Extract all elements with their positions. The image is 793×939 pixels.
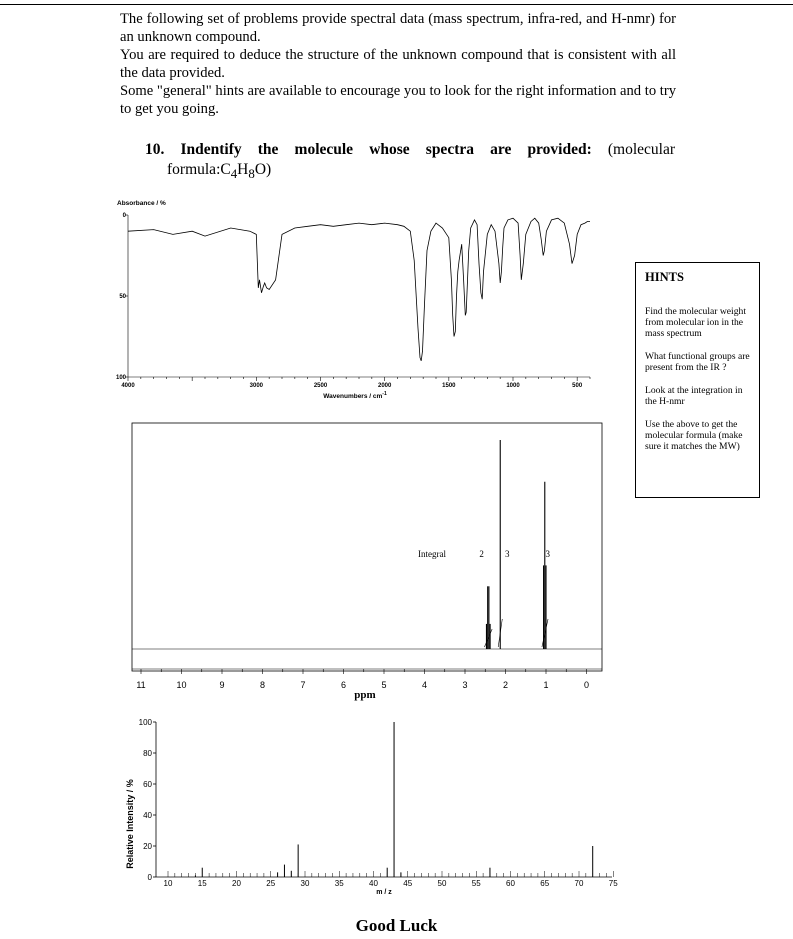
intro-text: [120, 10, 676, 118]
problem-word: the: [257, 141, 279, 158]
problem-word: molecule: [294, 141, 354, 158]
ms-ytick: 0: [147, 873, 152, 882]
formula-h-count: 8: [248, 166, 255, 182]
ir-xtick: 1000: [506, 383, 520, 389]
footer-good-luck: Good Luck: [355, 916, 438, 935]
ms-xtick: 55: [471, 879, 481, 888]
formula-prefix: formula:C: [167, 161, 231, 178]
nmr-xtick: 4: [421, 680, 428, 690]
problem-word: provided:: [527, 141, 592, 158]
formula-h: H: [237, 161, 249, 178]
ms-xtick: 30: [300, 879, 310, 888]
ir-xtick: 2500: [313, 383, 328, 389]
nmr-xtick: 1: [543, 680, 549, 690]
hints-box: [635, 262, 760, 498]
hint-item: Find the molecular weight from molecular ion in the mass spectrum: [645, 306, 746, 339]
ms-xtick: 20: [232, 879, 241, 888]
ir-xtick: 1500: [442, 383, 456, 389]
formula-suffix: O): [254, 161, 272, 178]
ms-ytick: 100: [138, 718, 152, 727]
nmr-integral-step: [484, 629, 492, 647]
formula-c-count: 4: [230, 166, 238, 182]
nmr-xtick: 7: [300, 680, 306, 690]
ms-xtick: 10: [163, 879, 173, 888]
ir-xlabel: Wavenumbers / $cm^{-1}$: [323, 391, 387, 400]
nmr-xtick: 9: [219, 680, 225, 690]
nmr-xtick: 6: [340, 680, 347, 690]
ms-xtick: 50: [437, 879, 447, 888]
ms-xtick: 75: [608, 879, 618, 888]
hints-title: HINTS: [645, 270, 684, 284]
nmr-spectrum: [120, 420, 610, 705]
ir-trace: [128, 218, 590, 361]
ir-ytick: 0: [122, 213, 126, 219]
ms-xtick: 35: [334, 879, 344, 888]
nmr-xtick: 8: [259, 680, 266, 690]
problem-word: spectra: [425, 141, 474, 158]
nmr-xtick: 2: [502, 680, 509, 690]
nmr-xlabel: ppm: [354, 689, 376, 701]
ms-xtick: 65: [540, 879, 550, 888]
nmr-integral-value: 3: [545, 549, 551, 559]
ir-xtick: 3000: [249, 383, 264, 389]
ir-ytick: 100: [115, 375, 126, 381]
top-rule: [0, 4, 793, 5]
ms-ytick: 40: [143, 811, 152, 820]
nmr-xtick: 11: [136, 680, 146, 690]
problem-word: Indentify: [180, 141, 242, 158]
ms-xtick: 40: [369, 879, 378, 888]
ir-spectrum: [110, 195, 600, 410]
hint-item: Use the above to get the molecular formula (make sure it matches the MW): [645, 419, 743, 452]
nmr-integral-label: Integral: [418, 549, 446, 559]
ms-ytick: 80: [143, 749, 152, 758]
ir-xtick: 4000: [121, 383, 135, 389]
ir-ytick: 50: [119, 294, 126, 300]
ms-ytick: 20: [143, 842, 152, 851]
ms-xtick: 15: [197, 879, 207, 888]
molecular-formula: [145, 160, 675, 184]
ms-xtick: 25: [266, 879, 276, 888]
nmr-xtick: 10: [176, 680, 187, 690]
intro-line-2: You are required to deduce the structure of the unknown compound that is consistent with all the data provided.: [120, 47, 676, 81]
intro-line-3: Some "general" hints are available to encourage you to look for the right information and to try to get you going.: [120, 83, 676, 117]
ir-ylabel: Absorbance / %: [117, 200, 166, 207]
problem-number: 10.: [145, 141, 165, 158]
ms-ylabel: Relative Intensity / %: [125, 779, 135, 869]
problem-word: are: [490, 141, 512, 158]
intro-line-1: The following set of problems provide spectral data (mass spectrum, infra-red, and H-nmr) for an unknown compound.: [120, 11, 676, 45]
nmr-xtick: 0: [583, 680, 590, 690]
mass-spectrum: [120, 712, 620, 902]
nmr-integral-value: 2: [479, 549, 484, 559]
hint-item: Look at the integration in the H-nmr: [645, 385, 743, 407]
ir-xtick: 2000: [377, 383, 392, 389]
ms-ytick: 60: [143, 780, 152, 789]
hint-item: What functional groups are present from the IR ?: [645, 351, 750, 373]
problem-statement: [145, 140, 675, 184]
nmr-xtick: 3: [462, 680, 468, 690]
nmr-integral-value: 3: [504, 549, 510, 559]
problem-open: (molecular: [607, 141, 675, 158]
ir-xtick: 500: [572, 383, 583, 389]
ms-xtick: 60: [506, 879, 515, 888]
ms-xlabel: m / z: [376, 889, 392, 896]
problem-word: whose: [369, 141, 410, 158]
nmr-xtick: 5: [381, 680, 387, 690]
ms-xtick: 70: [574, 879, 584, 888]
ms-xtick: 45: [403, 879, 413, 888]
